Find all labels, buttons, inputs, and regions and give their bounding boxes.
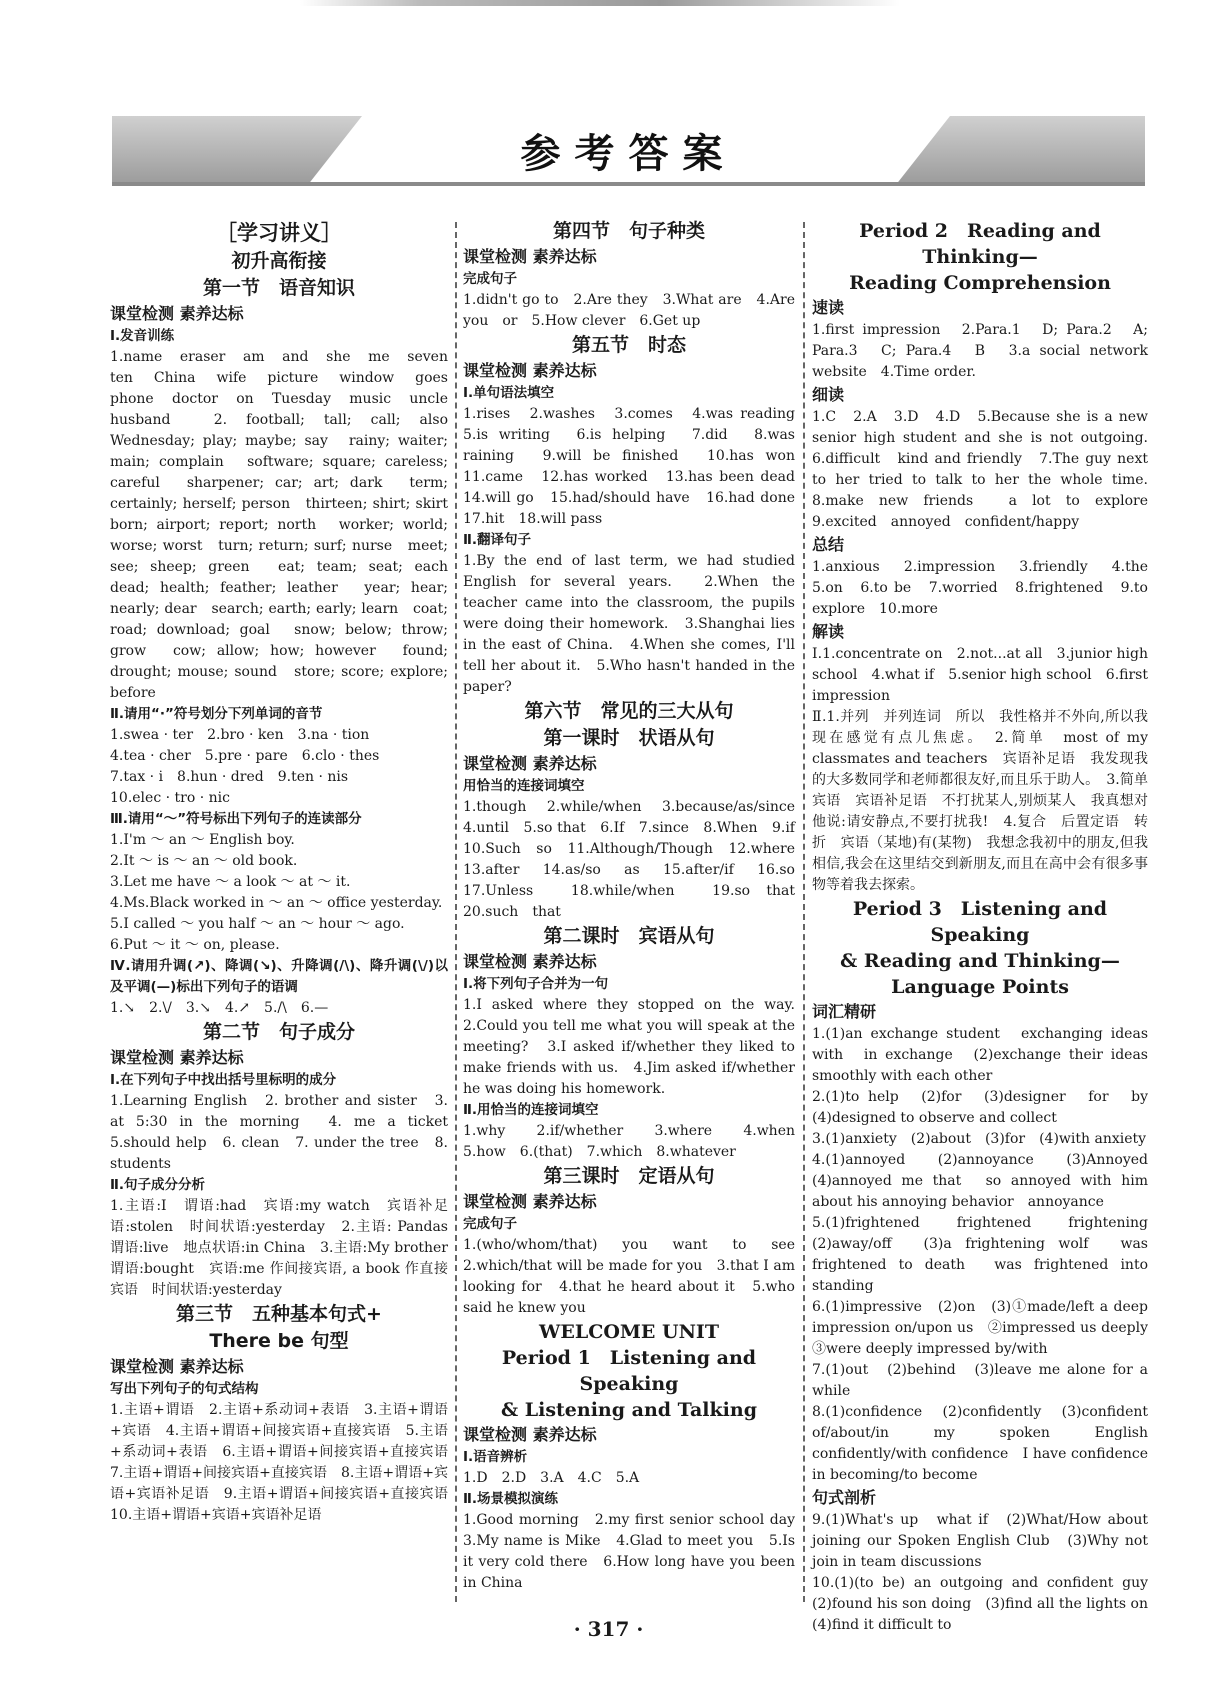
- section-heading: 第二课时 宾语从句: [543, 925, 715, 947]
- period-heading: Period 3 Listening and Speaking: [852, 898, 1108, 946]
- answer-text: 7.(1)out (2)behind (3)leave me alone for a while: [812, 1362, 1148, 1399]
- answer-text: 1.主语+谓语 2.主语+系动词+表语 3.主语+谓语+宾语 4.主语+谓语+间接宾语+直接宾语 5.主语+系动词+表语 6.主语+谓语+间接宾语+直接宾语 7.主语+谓语+间接宾语+直接宾语 8.主语+谓语+宾语+宾语补足语 9.主语+谓语+间接宾语+直接宾语 10.主语+谓语+宾语+宾语补足语: [110, 1402, 462, 1523]
- period-heading: WELCOME UNIT: [539, 1321, 719, 1343]
- answer-text: 1.(who/whom/that) you want to see 2.which/that will be made for you 3.that I am looking for 4.that he heard about it 5.who said he knew you: [463, 1237, 809, 1316]
- subsection-heading: 课堂检测 素养达标: [463, 1425, 597, 1444]
- answer-text: 1.name eraser am and she me seven ten China wife picture window goes phone doctor on Tuesday music uncle husband 2. football; tall; call; also Wednesday; play; maybe; say rainy; waiter; main; complain software; square; careless; careful sharpener; car; art; dark term; certainly; herself; person thirteen; shirt; skirt born; airport; report; north worker; world; worse; worst turn; return; surf; nurse meet; see; sheep; green eat; team; seat; each dead; health; feather; leather year; hear; nearly; dear search; earth; early; learn coat; road; download; goal snow; below; throw; grow cow; allow; how; however found; drought; mouse; sound store; score; explore; before: [110, 349, 462, 701]
- answer-text: 1.By the end of last term, we had studied English for several years. 2.When the teacher came into the classroom, the pupils were doing their homework. 3.Shanghai lies in the east of China. 4.When she comes, I'll tell her about it. 5.Who hasn't handed in the paper?: [463, 553, 795, 695]
- subsection-heading: 解读: [812, 622, 845, 641]
- answer-text: 1.first impression 2.Para.1 D; Para.2 A; Para.3 C; Para.4 B 3.a social network website 4.Time order.: [812, 322, 1148, 380]
- section-heading: 第四节 句子种类: [552, 220, 705, 242]
- answer-text: 1.though 2.while/when 3.because/as/since 4.until 5.so that 6.If 7.since 8.When 9.if 10.Such so 11.Although/Though 12.where 13.after 14.as/so as 15.after/if 16.so 17.Unless 18.while/when 19.so that 20.such that: [463, 799, 809, 920]
- exercise-label: Ⅱ.用恰当的连接词填空: [463, 1102, 599, 1118]
- answer-text: 10.(1)(to be) an outgoing and confident guy (2)found his son doing (3)find all the lights on (4)find it difficult to: [812, 1575, 1162, 1633]
- answer-text: 1.anxious 2.impression 3.friendly 4.the 5.on 6.to be 7.worried 8.frightened 9.to explore 10.more: [812, 559, 1162, 617]
- subsection-heading: 细读: [812, 385, 845, 404]
- answer-text: Ⅱ.1.并列 并列连词 所以 我性格并不外向,所以我现在感觉有点儿焦虑。 2.简单 most of my classmates and teachers 宾语补足语 我发现我的大多数同学和老师都很友好,而且乐于助人。 3.简单 宾语 宾语补足语 不打扰某人,别烦某人 我真想对他说:请安静点,不要打扰我! 4.复合 后置定语 转折 宾语（某地)有(某物) 我想念我初中的朋友,但我相信,我会在这里结交到新朋友,而且在高中会有很多事物等着我去探索。: [812, 709, 1162, 893]
- exercise-label: Ⅰ.在下列句子中找出括号里标明的成分: [110, 1072, 337, 1088]
- column-divider-2: [803, 222, 805, 1602]
- section-heading: 第三课时 定语从句: [543, 1165, 715, 1187]
- answer-text: 1.主语:I 谓语:had 宾语:my watch 宾语补足语:stolen 时间状语:yesterday 2.主语: Pandas 谓语:live 地点状语:in China 3.主语:My brother 谓语:bought 宾语:me 作间接宾语, a book 作直接宾语 时间状语:yesterday: [110, 1198, 462, 1298]
- answer-text: 7.tax · i 8.hun · dred 9.ten · nis: [110, 769, 349, 785]
- period-heading: Period 2 Reading and Thinking—: [859, 220, 1101, 268]
- section-heading: 第一课时 状语从句: [543, 727, 715, 749]
- subsection-heading: 课堂检测 素养达标: [463, 754, 597, 773]
- answer-text: 4.Ms.Black worked in ～ an ～ office yesterday.: [110, 895, 443, 911]
- subsection-heading: 词汇精研: [812, 1002, 877, 1021]
- subsection-heading: 速读: [812, 298, 845, 317]
- exercise-label: Ⅰ.单句语法填空: [463, 385, 555, 401]
- exercise-label: Ⅱ.场景模拟演练: [463, 1491, 559, 1507]
- answer-text: 2.(1)to help (2)for (3)designer for by (4)designed to observe and collect: [812, 1089, 1162, 1126]
- period-heading: Period 1 Listening and Speaking: [501, 1347, 757, 1395]
- section-heading: 第六节 常见的三大从句: [524, 700, 734, 722]
- exercise-label: Ⅰ.将下列句子合并为一句: [463, 976, 609, 992]
- exercise-label: Ⅱ.翻译句子: [463, 532, 532, 548]
- answer-text: 1.D 2.D 3.A 4.C 5.A: [463, 1470, 640, 1486]
- banner-underline: [112, 182, 1145, 186]
- answer-text: 1.swea · ter 2.bro · ken 3.na · tion: [110, 727, 370, 743]
- exercise-label: Ⅲ.请用“～”符号标出下列句子的连读部分: [110, 811, 362, 827]
- section-box-title: ［学习讲义］: [216, 221, 342, 245]
- column-1: [110, 218, 462, 1526]
- answer-text: Ⅰ.1.concentrate on 2.not...at all 3.junior high school 4.what if 5.senior high school 6.first impression: [812, 646, 1148, 704]
- scan-edge-mark: [300, 0, 900, 6]
- subsection-heading: 总结: [812, 535, 845, 554]
- column-3: [812, 218, 1162, 1636]
- answer-text: 8.(1)confidence (2)confidently (3)confident of/about/in my spoken English confidently/with confidence I have confidence in becoming/to become: [812, 1404, 1162, 1483]
- page-title: 参考答案: [520, 131, 737, 177]
- subsection-heading: 课堂检测 素养达标: [463, 952, 597, 971]
- exercise-label: Ⅱ.句子成分分析: [110, 1177, 206, 1193]
- answer-text: 1.C 2.A 3.D 4.D 5.Because she is a new senior high student and she is not outgoing. 6.difficult kind and friendly 7.The guy next to her tried to talk to her the whole time. 8.make new friends a lot to explore 9.excited annoyed confident/happy: [812, 409, 1162, 530]
- subsection-heading: 课堂检测 素养达标: [463, 361, 597, 380]
- period-heading: & Reading and Thinking—: [840, 950, 1120, 972]
- section-heading: 第二节 句子成分: [202, 1021, 355, 1043]
- answer-text: 1.Learning English 2. brother and sister 3. at 5:30 in the morning 4. me a ticket 5.should help 6. clean 7. under the tree 8. students: [110, 1093, 462, 1172]
- answer-text: 1.I'm ～ an ～ English boy.: [110, 832, 295, 848]
- exercise-label: 用恰当的连接词填空: [463, 778, 585, 794]
- exercise-label: Ⅰ.语音辨析: [463, 1449, 528, 1465]
- answer-text: 1.I asked where they stopped on the way. 2.Could you tell me what you will speak at the meeting? 3.I asked if/whether they liked to make friends with us. 4.Jim asked if/whether he was doing his homework.: [463, 997, 809, 1097]
- answer-text: 6.Put ～ it ～ on, please.: [110, 937, 280, 953]
- answer-text: 4.tea · cher 5.pre · pare 6.clo · thes: [110, 748, 380, 764]
- answer-text: 1.why 2.if/whether 3.where 4.when 5.how 6.(that) 7.which 8.whatever: [463, 1123, 809, 1160]
- period-heading: Language Points: [891, 976, 1069, 998]
- exercise-label: Ⅱ.请用“·”符号划分下列单词的音节: [110, 706, 323, 722]
- title-banner: [112, 116, 1145, 186]
- answer-text: 5.(1)frightened frightened frightening (2)away/off (3)a frightening wolf was frightened to death was frightened into standing: [812, 1215, 1162, 1294]
- column-2: [463, 218, 809, 1594]
- section-heading: 初升高衔接: [231, 250, 327, 272]
- subsection-heading: 课堂检测 素养达标: [463, 247, 597, 266]
- answer-text: 6.(1)impressive (2)on (3)①made/left a deep impression on/upon us ②impressed us deeply ③were deeply impressed by/with: [812, 1299, 1162, 1357]
- answer-text: 3.Let me have ～ a look ～ at ～ it.: [110, 874, 351, 890]
- period-heading: Reading Comprehension: [849, 272, 1111, 294]
- subsection-heading: 课堂检测 素养达标: [110, 1048, 244, 1067]
- section-heading: 第五节 时态: [571, 334, 686, 356]
- answer-text: 1.(1)an exchange student exchanging ideas with in exchange (2)exchange their ideas smoothly with each other: [812, 1026, 1148, 1084]
- answer-text: 5.I called ～ you half ～ an ～ hour ～ ago.: [110, 916, 405, 932]
- answer-text: 4.(1)annoyed (2)annoyance (3)Annoyed (4)annoyed me that so annoyed with him about his annoying behavior annoyance: [812, 1152, 1162, 1210]
- subsection-heading: 课堂检测 素养达标: [110, 304, 244, 323]
- exercise-label: Ⅳ.请用升调(↗)、降调(↘)、升降调(/\)、降升调(\/)以及平调(—)标出下列句子的语调: [110, 958, 448, 995]
- subsection-heading: 句式剖析: [812, 1488, 877, 1507]
- subsection-heading: 课堂检测 素养达标: [463, 1192, 597, 1211]
- answer-text: 10.elec · tro · nic: [110, 790, 230, 806]
- exercise-label: 完成句子: [463, 1216, 517, 1232]
- section-heading: 第三节 五种基本句式+: [176, 1303, 382, 1325]
- exercise-label: 完成句子: [463, 271, 517, 287]
- answer-text: 1.↘ 2.\/ 3.↘ 4.↗ 5./\ 6.—: [110, 1000, 329, 1016]
- period-heading: & Listening and Talking: [500, 1399, 757, 1421]
- answer-text: 1.didn't go to 2.Are they 3.What are 4.Are you or 5.How clever 6.Get up: [463, 292, 795, 329]
- subsection-heading: 课堂检测 素养达标: [110, 1357, 244, 1376]
- section-heading: There be 句型: [209, 1330, 349, 1352]
- page-number: · 317 ·: [573, 1617, 644, 1641]
- exercise-label: 写出下列句子的句式结构: [110, 1381, 259, 1397]
- exercise-label: Ⅰ.发音训练: [110, 328, 175, 344]
- answer-text: 1.rises 2.washes 3.comes 4.was reading 5.is writing 6.is helping 7.did 8.was raining 9.will be finished 10.has won 11.came 12.has worked 13.has been dead 14.will go 15.had/should have 16.had done 17.hit 18.will pass: [463, 406, 809, 527]
- answer-text: 3.(1)anxiety (2)about (3)for (4)with anxiety: [812, 1131, 1147, 1147]
- column-divider-1: [455, 222, 457, 1602]
- section-heading: 第一节 语音知识: [202, 277, 355, 299]
- answer-text: 1.Good morning 2.my first senior school day 3.My name is Mike 4.Glad to meet you 5.Is it very cold there 6.How long have you been in China: [463, 1512, 809, 1591]
- answer-text: 2.It ～ is ～ an ～ old book.: [110, 853, 298, 869]
- answer-text: 9.(1)What's up what if (2)What/How about joining our Spoken English Club (3)Why not join in team discussions: [812, 1512, 1148, 1570]
